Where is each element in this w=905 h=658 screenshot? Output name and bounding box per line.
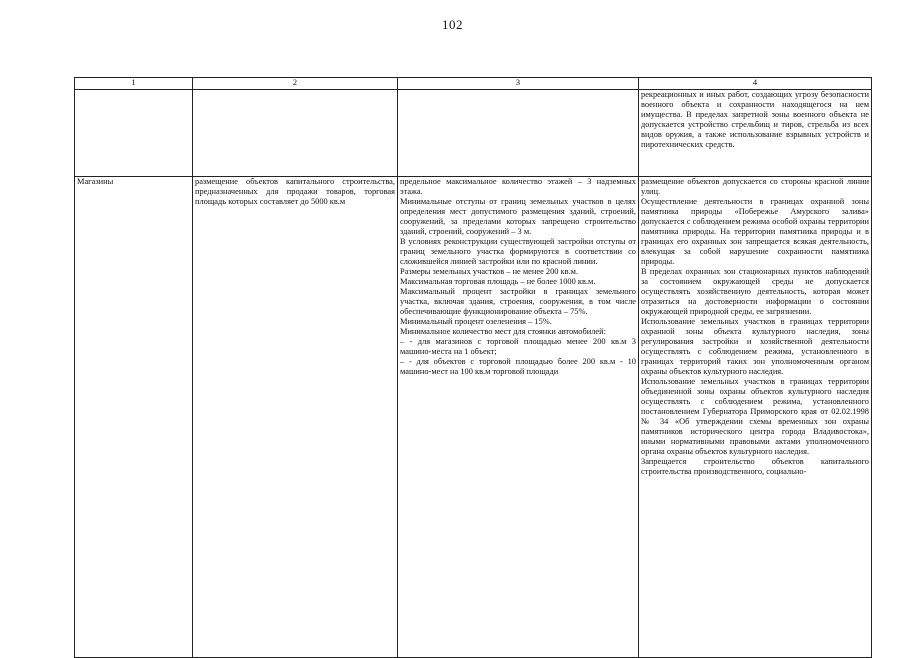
restrictions-paragraph: Использование земельных участков в границах территории объединенной зоны охраны объектов культурного наследия осуществлять с соблюдением режима, установленного постановлением Губернатора Приморского края от 02.02.1998 № 34 «Об утверждении схемы временных зон охраны памятников исторического центра города Владивостока», иными нормативными правовыми актами уполномоченного органа охраны объектов культурного наследия. [641,377,869,456]
parameters-paragraph: Максимальный процент застройки в границах земельного участка, включая здания, строения, сооружения, в том числе обеспечивающие функционирование объекта – 75%. [400,287,636,316]
parameters-list-item: – - для магазинов с торговой площадью менее 200 кв.м 3 машино-места на 1 объект; [400,337,636,356]
cell-continuation-col4: рекреационных и иных работ, создающих угрозу безопасности военного объекта и сохранности находящегося на нем имущества. В пределах запретной зоны военного объекта не допускается устройство стрельбищ и тиров, стрельба из всех видов оружия, а также использование взрывных устройств и пиротехнических средств. [639,90,872,177]
column-header-3: 3 [398,78,639,90]
restrictions-paragraph: Запрещается строительство объектов капитального строительства производственного, социально- [641,457,869,476]
parameters-paragraph: Минимальный процент озеленения – 15%. [400,317,552,326]
parameters-paragraph: Максимальная торговая площадь – не более 1000 кв.м. [400,277,596,286]
restrictions-paragraph: Осуществление деятельности в границах охранной зоны памятника природы «Побережье Амурского залива» допускается с соблюдением режима особой охраны территории памятника природы. На территории памятника природы и в границах его охранных зон запрещается всякая деятельность, влекущая за собой нарушение сохранности памятника природы. [641,197,869,266]
cell-continuation-col3 [398,90,639,177]
table-header-row [75,78,872,90]
cell-use-description: размещение объектов капитального строительства, предназначенных для продажи товаров, торговая площадь которых составляет до 5000 кв.м [193,177,398,658]
parameters-list-item: – - для объектов с торговой площадью более 200 кв.м - 10 машино-мест на 100 кв.м торговой площади [400,357,636,376]
parameters-paragraph: В условиях реконструкции существующей застройки отступы от границ земельного участка формируются в соответствии со сложившейся линией застройки или по красной линии. [400,237,636,266]
page-number: 102 [442,17,463,32]
column-header-1: 1 [75,78,193,90]
parameters-paragraph: Размеры земельных участков – не менее 200 кв.м. [400,267,579,276]
regulations-table [74,77,872,658]
parameters-paragraph: предельное максимальное количество этажей – 3 надземных этажа. [400,177,636,196]
restrictions-paragraph: Использование земельных участков в границах территории охранной зоны объекта культурного наследия, зоны регулирования застройки и хозяйственной деятельности осуществлять с соблюдением режима, установленного в границах территорий таких зон уполномоченным органом охраны объектов культурного наследия. [641,317,869,376]
cell-restrictions [639,177,872,658]
cell-continuation-col2 [193,90,398,177]
cell-use-type: Магазины [75,177,193,658]
table-row-shops [75,177,872,658]
column-header-4: 4 [639,78,872,90]
table-row-continuation [75,90,872,177]
restrictions-paragraph: размещение объектов допускается со стороны красной линии улиц. [641,177,869,196]
cell-continuation-col1 [75,90,193,177]
restrictions-paragraph: В пределах охранных зон стационарных пунктов наблюдений за состоянием окружающей среды не допускается осуществлять хозяйственную деятельность, которая может отразиться на достоверности информации о состоянии окружающей природной среды, ее загрязнении. [641,267,869,316]
column-header-2: 2 [193,78,398,90]
parameters-paragraph: Минимальные отступы от границ земельных участков в целях определения мест допустимого размещения зданий, строений, сооружений, за пределами которых запрещено строительство зданий, строений, сооружений – 3 м. [400,197,636,236]
parameters-paragraph: Минимальное количество мест для стоянки автомобилей: [400,327,606,336]
cell-parameters [398,177,639,658]
